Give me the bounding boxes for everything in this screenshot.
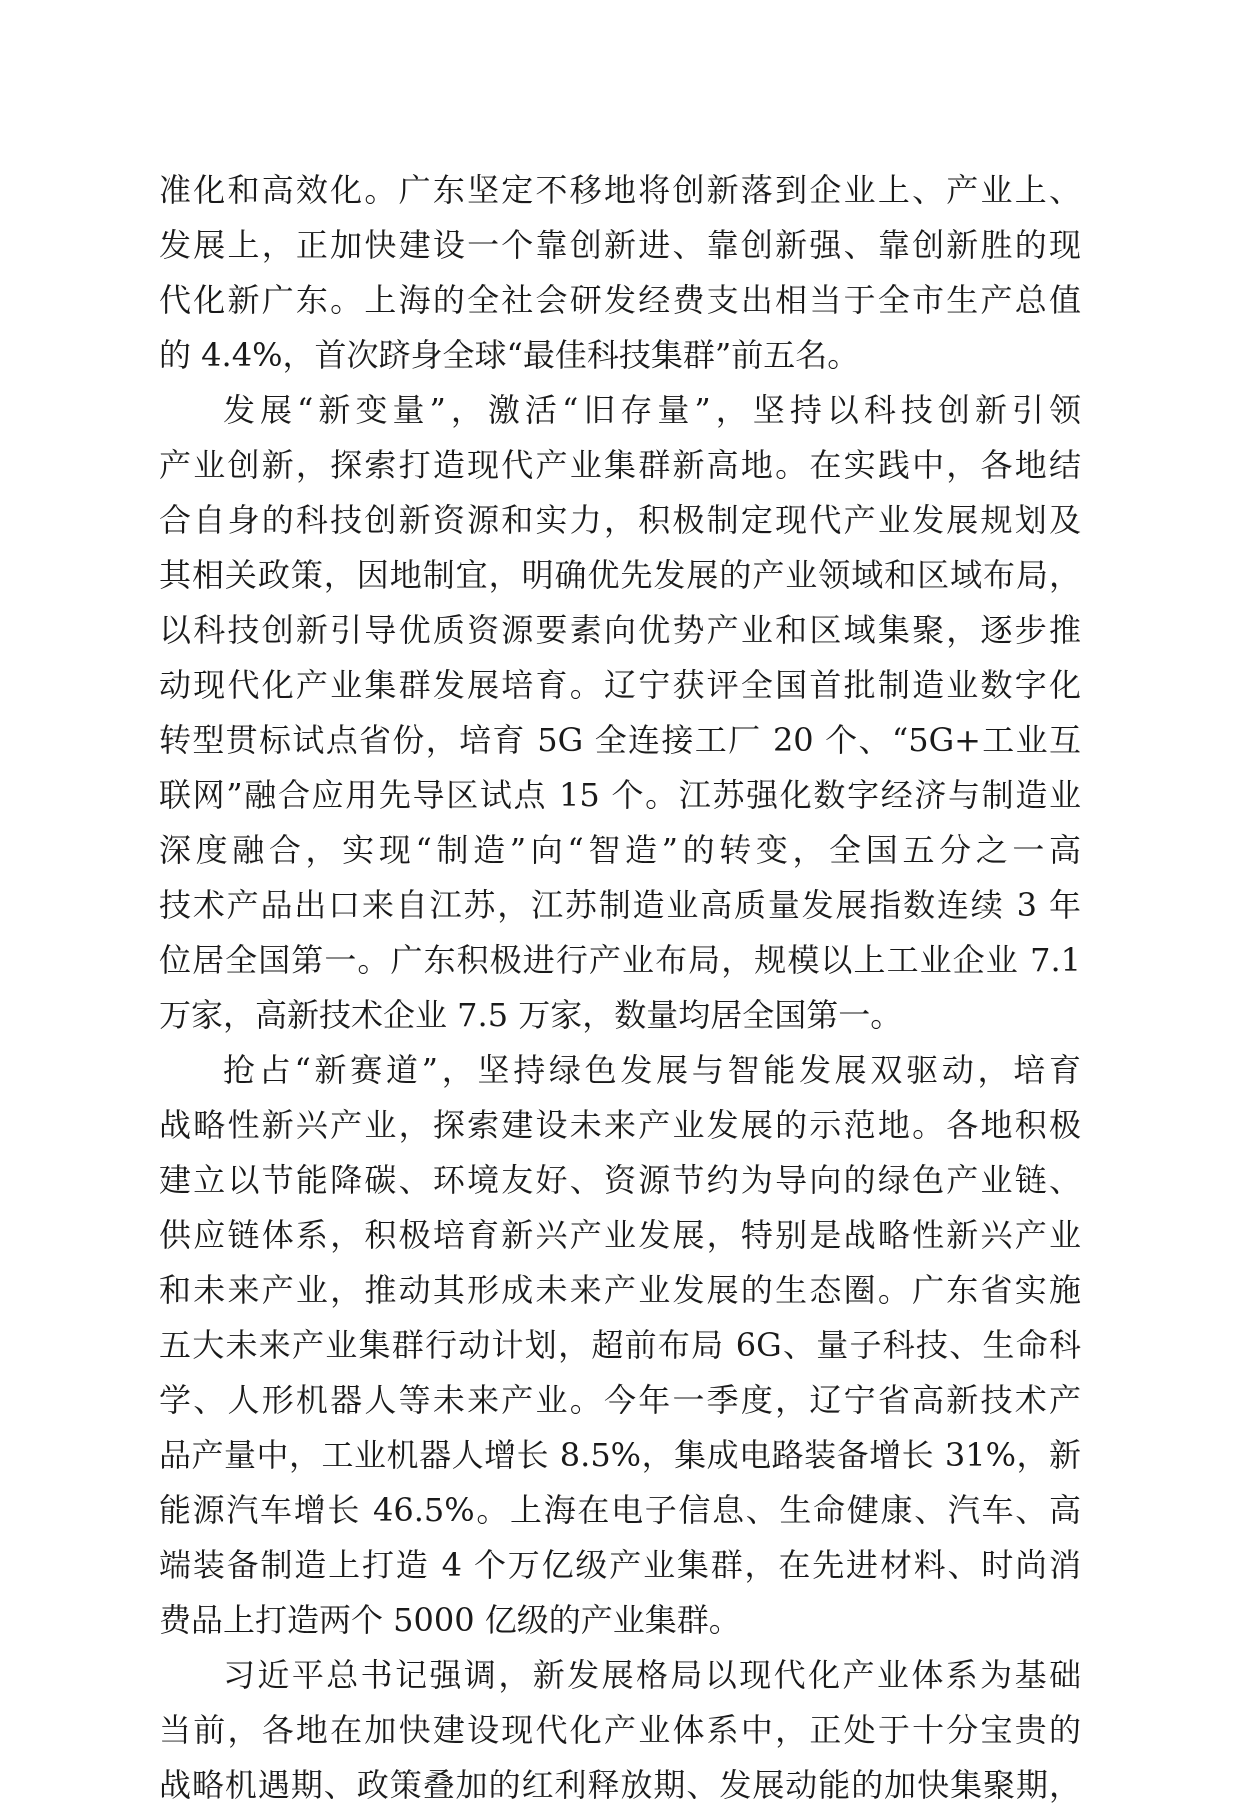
- text-line: 发展上，正加快建设一个靠创新进、靠创新强、靠创新胜的现: [159, 226, 1081, 264]
- text-line: 合自身的科技创新资源和实力，积极制定现代产业发展规划及: [159, 501, 1081, 539]
- text-line: 万家，高新技术企业 7.5 万家，数量均居全国第一。: [159, 996, 903, 1034]
- text-line: 战略性新兴产业，探索建设未来产业发展的示范地。各地积极: [159, 1106, 1081, 1144]
- text-line: 品产量中，工业机器人增长 8.5%，集成电路装备增长 31%，新: [159, 1436, 1081, 1474]
- text-line: 产业创新，探索打造现代产业集群新高地。在实践中，各地结: [159, 446, 1081, 484]
- text-line: 抢占“新赛道”，坚持绿色发展与智能发展双驱动，培育: [223, 1051, 1081, 1089]
- paragraph: [159, 388, 1081, 1037]
- text-line: 准化和高效化。广东坚定不移地将创新落到企业上、产业上、: [159, 171, 1081, 209]
- text-line: 以科技创新引导优质资源要素向优势产业和区域集聚，逐步推: [159, 611, 1081, 649]
- text-line: 供应链体系，积极培育新兴产业发展，特别是战略性新兴产业: [159, 1216, 1081, 1254]
- paragraph: [159, 1653, 1081, 1807]
- text-line: 技术产品出口来自江苏，江苏制造业高质量发展指数连续 3 年: [159, 886, 1081, 924]
- text-line: 位居全国第一。广东积极进行产业布局，规模以上工业企业 7.1: [159, 941, 1081, 979]
- text-line: 习近平总书记强调，新发展格局以现代化产业体系为基础: [223, 1656, 1081, 1694]
- text-line: 代化新广东。上海的全社会研发经费支出相当于全市生产总值: [159, 281, 1081, 319]
- text-line: 建立以节能降碳、环境友好、资源节约为导向的绿色产业链、: [159, 1161, 1081, 1199]
- text-line: 当前，各地在加快建设现代化产业体系中，正处于十分宝贵的: [159, 1711, 1081, 1749]
- text-line: 端装备制造上打造 4 个万亿级产业集群，在先进材料、时尚消: [159, 1546, 1081, 1584]
- text-line: 其相关政策，因地制宜，明确优先发展的产业领域和区域布局，: [159, 556, 1081, 594]
- paragraph: [159, 168, 1081, 377]
- text-line: 深度融合，实现“制造”向“智造”的转变，全国五分之一高: [159, 831, 1081, 869]
- text-line: 和未来产业，推动其形成未来产业发展的生态圈。广东省实施: [159, 1271, 1081, 1309]
- document-body: [159, 168, 1081, 1818]
- text-line: 动现代化产业集群发展培育。辽宁获评全国首批制造业数字化: [159, 666, 1081, 704]
- paragraph: [159, 1048, 1081, 1642]
- text-line: 联网”融合应用先导区试点 15 个。江苏强化数字经济与制造业: [159, 776, 1081, 814]
- text-line: 费品上打造两个 5000 亿级的产业集群。: [159, 1601, 741, 1639]
- text-line: 的 4.4%，首次跻身全球“最佳科技集群”前五名。: [159, 336, 860, 374]
- text-line: 战略机遇期、政策叠加的红利释放期、发展动能的加快集聚期，: [159, 1766, 1081, 1804]
- text-line: 五大未来产业集群行动计划，超前布局 6G、量子科技、生命科: [159, 1326, 1081, 1364]
- text-line: 发展“新变量”，激活“旧存量”，坚持以科技创新引领: [223, 391, 1081, 429]
- text-line: 学、人形机器人等未来产业。今年一季度，辽宁省高新技术产: [159, 1381, 1081, 1419]
- text-line: 转型贯标试点省份，培育 5G 全连接工厂 20 个、“5G+工业互: [159, 721, 1081, 759]
- text-line: 能源汽车增长 46.5%。上海在电子信息、生命健康、汽车、高: [159, 1491, 1081, 1529]
